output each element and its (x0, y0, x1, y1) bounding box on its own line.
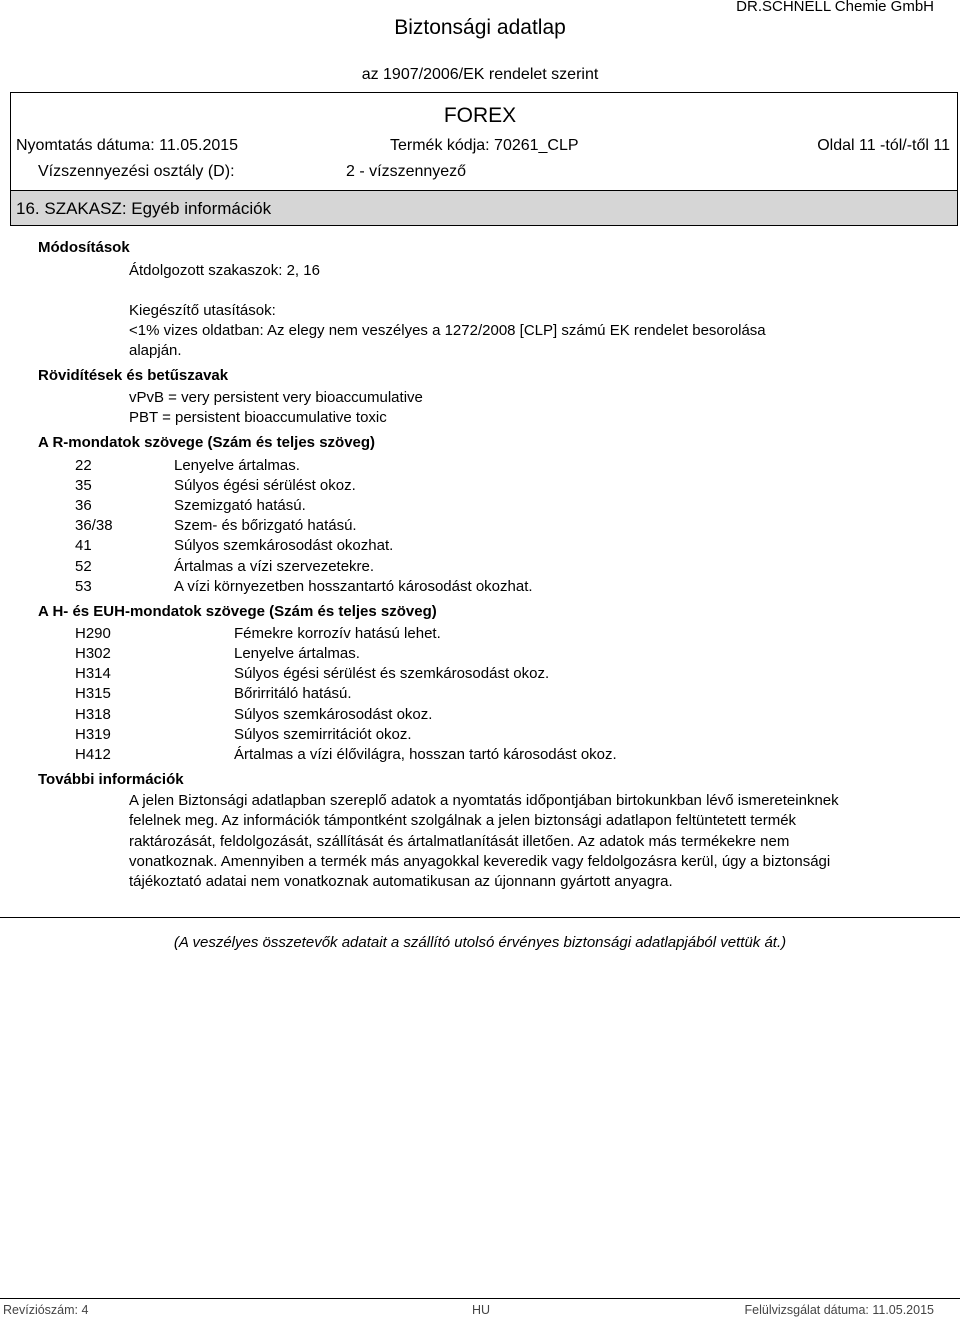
r-phrase-text: Szemizgató hatású. (174, 497, 306, 514)
divider-line (0, 917, 960, 918)
regulation-line: az 1907/2006/EK rendelet szerint (361, 66, 599, 83)
product-code: Termék kódja: 70261_CLP (390, 137, 579, 154)
review-date: Felülvizsgálat dátuma: 11.05.2015 (744, 1303, 934, 1317)
page-number: Oldal 11 -tól/-től 11 (817, 137, 950, 154)
r-phrase-text: Ártalmas a vízi szervezetekre. (174, 558, 375, 575)
abbreviation-item: vPvB = very persistent very bioaccumulative (129, 389, 423, 406)
r-phrase-code: 35 (75, 477, 92, 494)
abbreviations-heading: Rövidítések és betűszavak (38, 367, 229, 384)
revised-sections: Átdolgozott szakaszok: 2, 16 (129, 262, 320, 279)
h-phrases-heading: A H- és EUH-mondatok szövege (Szám és teljes szöveg) (38, 603, 437, 620)
h-phrase-text: Súlyos szemkárosodást okoz. (234, 706, 433, 723)
h-phrase-text: Súlyos égési sérülést és szemkárosodást okoz. (234, 665, 550, 682)
h-phrase-text: Lenyelve ártalmas. (234, 645, 360, 662)
r-phrase-code: 52 (75, 558, 92, 575)
supplementary-label: Kiegészítő utasítások: (129, 302, 276, 319)
language-code: HU (472, 1303, 491, 1317)
company-name: DR.SCHNELL Chemie GmbH (736, 0, 934, 15)
product-name: FOREX (443, 104, 517, 127)
further-info-heading: További információk (38, 771, 184, 788)
r-phrase-text: A vízi környezetben hosszantartó károsodást okozhat. (174, 578, 533, 595)
further-info-paragraph: A jelen Biztonsági adatlapban szereplő adatok a nyomtatás időpontjában birtokunkban lévő ismereteinknek felelnek meg. Az információk támpontként szolgálnak a jelen biztonsági adatlapon feltüntetett termék raktározását, feldolgozását, szállítását és ártalmatlanítását illetően. Az adatok más termékekre nem vonatkoznak. Amennyiben a termék más anyagokkal keveredik vagy feldolgozásra kerül, úgy a biztonsági tájékoztató adatai nem vonatkoznak automatikusan az újonnann gyártott anyagra. (129, 792, 839, 891)
h-phrase-code: H314 (75, 665, 111, 682)
r-phrase-text: Szem- és bőrizgató hatású. (174, 517, 357, 534)
h-phrase-text: Bőrirritáló hatású. (234, 685, 352, 702)
r-phrase-text: Súlyos égési sérülést okoz. (174, 477, 356, 494)
section-title: 16. SZAKASZ: Egyéb információk (16, 199, 272, 218)
h-phrase-code: H318 (75, 706, 111, 723)
abbreviation-item: PBT = persistent bioaccumulative toxic (129, 409, 387, 426)
water-class-label: Vízszennyezési osztály (D): (38, 163, 235, 180)
r-phrases-heading: A R-mondatok szövege (Szám és teljes szöveg) (38, 434, 376, 451)
r-phrase-code: 41 (75, 537, 92, 554)
print-date: Nyomtatás dátuma: 11.05.2015 (16, 137, 239, 154)
h-phrase-code: H319 (75, 726, 111, 743)
h-phrase-text: Ártalmas a vízi élővilágra, hosszan tartó károsodást okoz. (234, 746, 617, 763)
source-note: (A veszélyes összetevők adatait a szállító utolsó érvényes biztonsági adatlapjából vettük át.) (173, 934, 787, 951)
r-phrase-code: 36 (75, 497, 92, 514)
r-phrase-code: 53 (75, 578, 92, 595)
modifications-heading: Módosítások (38, 239, 130, 256)
revision-number: Revíziószám: 4 (3, 1303, 89, 1317)
h-phrase-text: Súlyos szemirritációt okoz. (234, 726, 412, 743)
supplementary-line-2: alapján. (129, 342, 182, 359)
r-phrase-text: Súlyos szemkárosodást okozhat. (174, 537, 394, 554)
h-phrase-code: H290 (75, 625, 111, 642)
h-phrase-code: H412 (75, 746, 111, 763)
h-phrase-code: H315 (75, 685, 111, 702)
r-phrase-code: 22 (75, 457, 92, 474)
water-class-value: 2 - vízszennyező (346, 163, 467, 180)
document-title: Biztonsági adatlap (394, 16, 566, 39)
h-phrase-text: Fémekre korrozív hatású lehet. (234, 625, 441, 642)
footer-divider (0, 1298, 960, 1299)
r-phrase-code: 36/38 (75, 517, 113, 534)
r-phrase-text: Lenyelve ártalmas. (174, 457, 300, 474)
h-phrase-code: H302 (75, 645, 111, 662)
supplementary-line-1: <1% vizes oldatban: Az elegy nem veszélyes a 1272/2008 [CLP] számú EK rendelet besorolása (129, 322, 766, 339)
